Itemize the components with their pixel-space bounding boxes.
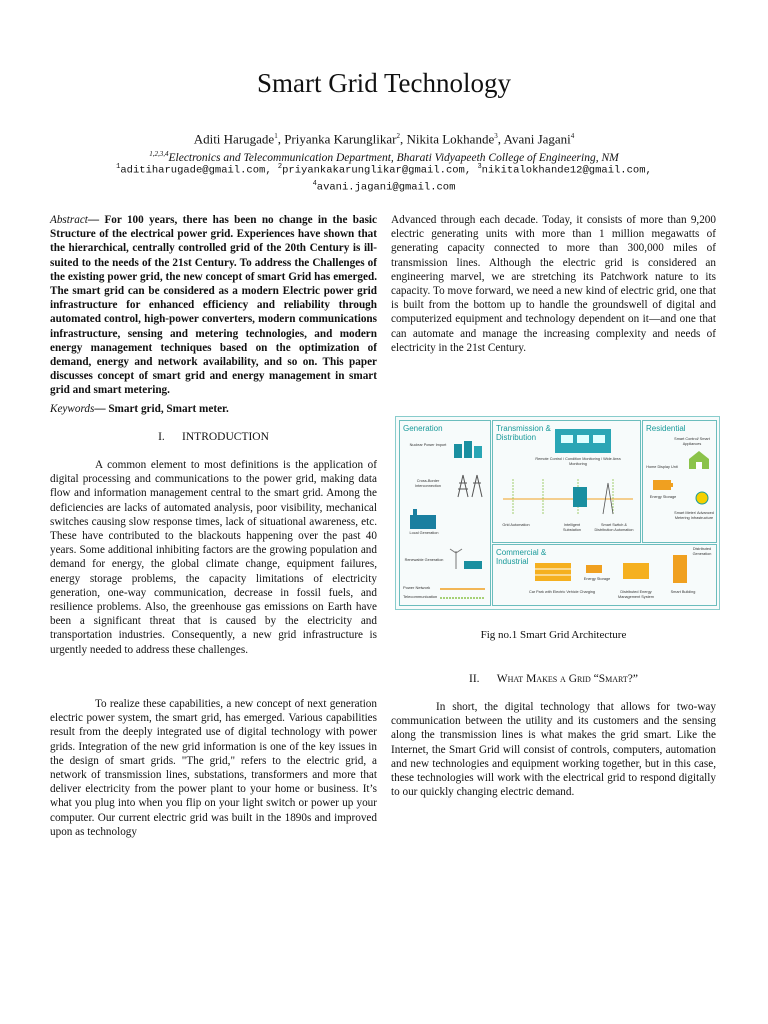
affiliation-sup: 1,2,3,4 — [149, 150, 169, 158]
legend-item: Telecommunication — [403, 594, 438, 599]
email-list: $^1$aditiharugade@gmail.com, $^2$priyankakarunglikar@gmail.com, $^3$nikitalokhande12@gmail.com, $^4$avani.jagani@gmail.com — [116, 163, 652, 193]
section-title: INTRODUCTION — [182, 431, 269, 443]
section-heading-smart — [391, 673, 716, 685]
figure-label: Home Display Unit — [646, 465, 678, 469]
figure-label: Intelligent Substation — [563, 523, 581, 532]
author-list: Aditi Harugade$^1$, Priyanka Karunglikar$^2$, Nikita Lokhande$^3$, Avani Jagani$^4$ — [193, 131, 575, 147]
author-name: Aditi Harugade — [193, 131, 275, 147]
paper-title: Smart Grid Technology — [256, 68, 512, 98]
section-number: I. — [158, 431, 165, 443]
keywords-dash: — — [94, 403, 109, 415]
email-sup: 3 — [477, 163, 482, 171]
author-sup: 4 — [570, 132, 575, 140]
figure-label: Smart Meter/ Advanced Metering Infrastructure — [674, 511, 714, 520]
factory-icon — [408, 507, 438, 529]
panel-title: Transmission & — [496, 424, 551, 433]
car-park-icon — [533, 561, 573, 583]
smart-grid-architecture-figure — [395, 416, 720, 610]
intro-paragraph-2 — [50, 697, 377, 839]
panel-title: Industrial — [496, 557, 529, 566]
email-sup: 2 — [277, 163, 283, 171]
abstract — [50, 213, 377, 398]
legend-line-telecom — [440, 596, 485, 600]
email-address[interactable]: nikitalokhande12@gmail.com — [481, 164, 646, 177]
figure-label: Local Generation — [409, 531, 439, 535]
figure-label: Nuclear Power Import — [409, 443, 447, 447]
email-sup: 1 — [116, 163, 121, 171]
paragraph-text: Advanced through each decade. Today, it consists of more than 9,200 electric generating units with more than 1 million megawatts of generating capacity connected to more than 300,000 miles of transmission lines. Although the electric grid is considered an engineering marvel, we are stretching its Patchwork nature to its capacity. To move forward, we need a new kind of electric grid, one that is built from the bottom up to handle the groundswell of digital and computerized equipment and technology dependent on it—and one that can automate and manage the increasing complexity and needs of electricity in the 21st Century. — [391, 214, 716, 354]
section-title: What Makes a Grid “Smart?” — [496, 673, 639, 685]
section-number: II. — [468, 673, 480, 685]
house-icon — [687, 449, 711, 471]
abstract-dash: — — [87, 214, 105, 226]
abstract-label: Abstract — [50, 214, 88, 226]
panel-title: Commercial & — [496, 548, 547, 557]
email-address[interactable]: priyankakarunglikar@gmail.com — [282, 164, 465, 177]
author-name: Nikita Lokhande — [406, 131, 495, 147]
panel-title: Generation — [403, 424, 443, 433]
section2-paragraph-1 — [391, 700, 716, 799]
email-address[interactable]: aditiharugade@gmail.com — [120, 164, 266, 177]
storage-battery-icon — [585, 563, 605, 575]
transmission-distribution-panel — [492, 420, 641, 543]
keywords-label: Keywords — [50, 403, 95, 415]
author-sup: 3 — [494, 132, 498, 140]
figure-label: Smart Building — [670, 590, 696, 594]
transmission-tower-icon — [455, 473, 485, 499]
section-heading-introduction — [50, 431, 377, 443]
figure-label: Remote Control / Condition Monitoring / Wide Area Monitoring — [535, 457, 621, 466]
author-name: Priyanka Karunglikar — [284, 131, 397, 147]
commercial-industrial-panel — [492, 544, 717, 606]
legend-line-power — [440, 587, 485, 591]
legend-item: Power Network — [403, 585, 431, 590]
dems-building-icon — [621, 559, 651, 581]
keywords-text: Smart grid, Smart meter. — [108, 403, 229, 415]
nuclear-plant-icon — [452, 436, 484, 458]
paragraph-text: To realize these capabilities, a new concept of next generation electric power system, the smart grid, has emerged. Various capabilities result from the deeply integrated use of digital technology with power grids. Integration of the new grid information is one of the key issues in the design of smart grids. "The grid," refers to the electric grid, a network of transmission lines, substations, transformers and more that deliver electricity from the power plant to your home or business. It’s what you plug into when you flip on your light switch or power up your computer. Our current electric grid was built in the 1890s and improved upon as technology — [50, 698, 377, 838]
email-address[interactable]: avani.jagani@gmail.com — [316, 181, 456, 193]
figure-label: Car Park with Electric Vehicle Charging — [528, 590, 596, 594]
figure-label: Energy Storage — [583, 577, 611, 581]
battery-icon — [651, 477, 675, 493]
figure-caption: Fig no.1 Smart Grid Architecture — [480, 629, 627, 641]
smart-meter-icon — [695, 491, 709, 505]
figure-label: Distributed Energy Management System — [618, 590, 654, 599]
author-sup: 1 — [274, 132, 278, 140]
figure-label: Distributed Generation — [692, 547, 712, 556]
paragraph-text: In short, the digital technology that allows for two-way communication between the utility and its customers and the sensing along the transmission lines is what makes the grid smart. Like the Internet, the Smart Grid will consist of controls, computers, automation and new technologies and equipment working together, but in this case, these technologies will work with the electrical grid to respond digitally to our quickly changing electric demand. — [391, 701, 716, 799]
author-sup: 2 — [396, 132, 400, 140]
residential-panel — [642, 420, 717, 543]
abstract-text: For 100 years, there has been no change in the basic Structure of the electrical power grid. Experiences have shown that the hierarchical, centrally controlled grid of the 20th Century is ill-suited to the needs of the 21st Century. To address the Challenges of the existing power grid, the new concept of smart Grid has emerged. The smart grid can be considered as a modern Electric power grid infrastructure for enhanced efficiency and reliability through automated control, high-power converters, modern communications infrastructure, sensing and metering technologies, and modern energy management techniques based on the optimization of demand, energy and network availability, and so on. This paper discusses concept of smart grid and energy management in smart grid and smart metering. — [50, 214, 377, 397]
figure-label: Renewable Generation — [404, 558, 444, 562]
paragraph-text: A common element to most definitions is the application of digital processing and communications to the power grid, making data flow and information management central to the smart grid. Among the deficiencies are lacks of automated analysis, poor visibility, mechanical switches causing slow response times, lack of situational awareness, etc. These have contributed to the blackouts happening over the past 40 years. Some additional inhibiting factors are the growing population and demand for energy, the global climate change, equipment failures, energy storage problems, the capacity limitations of electricity generation, one-way communication, decrease in fossil fuels, and resilience problems. Also, the greenhouse gas emissions on Earth have been a significant threat that is caused by the electricity and transportation industries. Consequently, a new grid infrastructure is urgently needed to address these challenges. — [50, 459, 377, 656]
figure-label: Grid Automation — [502, 523, 530, 527]
control-center-icon — [553, 427, 613, 455]
figure-label: Smart Control/ Smart Appliances — [674, 437, 710, 446]
intro-paragraph-1 — [50, 458, 377, 657]
generation-panel — [399, 420, 491, 606]
smart-building-icon — [671, 553, 689, 585]
wind-solar-icon — [448, 547, 484, 571]
keywords — [50, 402, 377, 416]
author-name: Avani Jagani — [503, 131, 571, 147]
figure-label: Energy Storage — [649, 495, 677, 499]
affiliation-text: Electronics and Telecommunication Department, Bharati Vidyapeeth College of Engineering, NM — [168, 151, 619, 164]
email-sup: 4 — [312, 179, 317, 188]
network-lines — [503, 469, 633, 519]
panel-title: Residential — [646, 424, 686, 433]
intro-paragraph-3 — [391, 213, 716, 355]
panel-title: Distribution — [496, 433, 537, 442]
figure-label: Smart Switch & Distribution Automation — [594, 523, 634, 532]
figure-label: Cross-Border Interconnection — [415, 479, 441, 488]
